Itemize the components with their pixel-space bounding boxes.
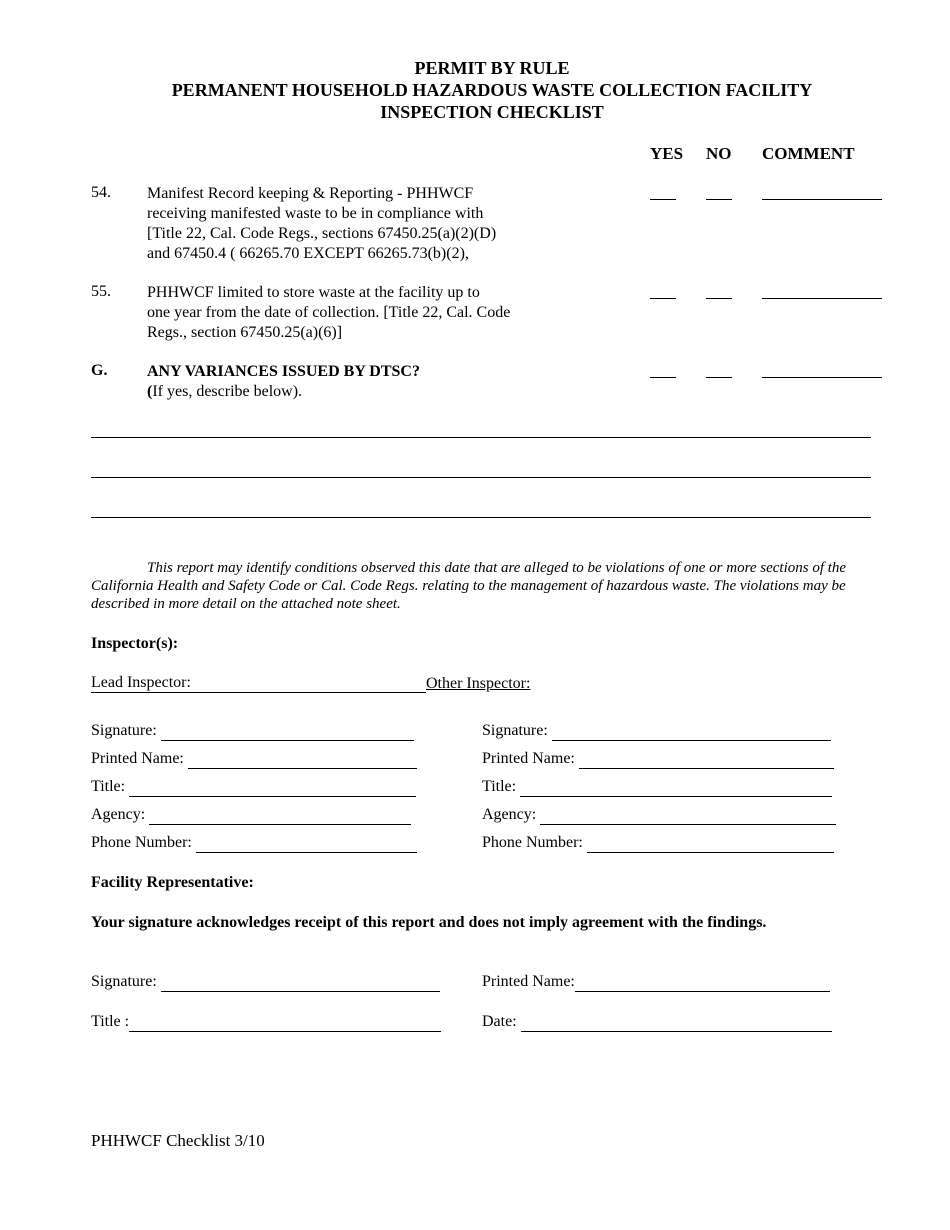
other-printed-name-field[interactable] [482,749,834,769]
item-g-note [147,382,557,402]
violations-notice: This report may identify conditions observed this date that are alleged to be violations of one or more sections of the California Health and Safety Code or Cal. Code Regs. relating to the management of hazardous waste. The violations may be described in more detail on the attached note sheet. [91,560,847,612]
lead-phone-label: Phone Number: [91,834,192,851]
variance-description-line-2[interactable] [91,477,871,478]
other-title-label: Title: [482,778,517,795]
item-55-yes-blank[interactable] [650,298,676,299]
facility-date-line[interactable] [521,1017,832,1032]
item-g-note-paren: ( [147,383,153,400]
lead-printed-name-line[interactable] [188,754,417,769]
facility-title-line[interactable] [129,1017,441,1032]
item-g-heading: ANY VARIANCES ISSUED BY DTSC? [147,363,420,380]
form-title-line-2: PERMANENT HOUSEHOLD HAZARDOUS WASTE COLLECTION FACILITY [171,80,813,100]
variance-description-line-3[interactable] [91,517,871,518]
other-signature-label: Signature: [482,722,548,739]
acknowledgement-statement: Your signature acknowledges receipt of this report and does not imply agreement with the findings. [91,914,767,931]
variance-description-line-1[interactable] [91,437,871,438]
lead-title-field[interactable] [91,777,416,797]
other-printed-name-label: Printed Name: [482,750,575,767]
lead-phone-field[interactable] [91,833,417,853]
lead-printed-name-field[interactable] [91,749,417,769]
item-g-text [147,362,557,402]
lead-agency-line[interactable] [149,810,411,825]
facility-title-label: Title : [91,1013,130,1030]
item-55-text [147,283,557,343]
other-printed-name-line[interactable] [579,754,834,769]
item-g-no-blank[interactable] [706,377,732,378]
facility-date-field[interactable] [482,1012,832,1032]
item-54-no-blank[interactable] [706,199,732,200]
facility-signature-field[interactable] [91,972,440,992]
item-54-line-3: [Title 22, Cal. Code Regs., sections 67450.25(a)(2)(D) [147,225,497,242]
item-g-note-text: If yes, describe below). [152,383,303,400]
lead-inspector-label: Lead Inspector: [91,674,426,693]
item-g-yes-blank[interactable] [650,377,676,378]
facility-printed-name-label: Printed Name: [482,973,575,990]
item-55-line-1: PHHWCF limited to store waste at the facility up to [147,284,480,301]
item-55-line-2: one year from the date of collection. [Title 22, Cal. Code [147,304,511,321]
item-55-line-3: Regs., section 67450.25(a)(6)] [147,324,343,341]
lead-printed-name-label: Printed Name: [91,750,184,767]
item-55-comment-blank[interactable] [762,298,882,299]
page-footer: PHHWCF Checklist 3/10 [91,1131,265,1150]
item-54-number: 54. [91,184,111,201]
lead-agency-label: Agency: [91,806,146,823]
lead-signature-label: Signature: [91,722,157,739]
item-54-line-2: receiving manifested waste to be in compliance with [147,205,484,222]
item-54-comment-blank[interactable] [762,199,882,200]
other-inspector-label: Other Inspector: [426,675,531,692]
lead-title-line[interactable] [129,782,416,797]
no-column-header: NO [706,144,732,163]
lead-signature-line[interactable] [161,726,414,741]
other-phone-label: Phone Number: [482,834,583,851]
lead-phone-line[interactable] [196,838,417,853]
item-54-line-1: Manifest Record keeping & Reporting - PHHWCF [147,185,474,202]
facility-representative-heading: Facility Representative: [91,874,254,891]
item-55-number: 55. [91,283,111,300]
other-signature-field[interactable] [482,721,831,741]
facility-signature-label: Signature: [91,973,157,990]
lead-title-label: Title: [91,778,126,795]
item-55-no-blank[interactable] [706,298,732,299]
other-agency-label: Agency: [482,806,537,823]
other-agency-line[interactable] [540,810,836,825]
facility-signature-line[interactable] [161,977,440,992]
facility-printed-name-line[interactable] [575,977,830,992]
facility-printed-name-field[interactable] [482,972,830,992]
facility-title-field[interactable] [91,1012,441,1032]
comment-column-header: COMMENT [762,144,855,163]
form-title-line-1: PERMIT BY RULE [414,58,570,78]
item-g-comment-blank[interactable] [762,377,882,378]
other-agency-field[interactable] [482,805,836,825]
other-signature-line[interactable] [552,726,831,741]
inspectors-heading: Inspector(s): [91,635,179,652]
lead-agency-field[interactable] [91,805,411,825]
form-title-line-3: INSPECTION CHECKLIST [380,102,604,122]
item-54-line-4: and 67450.4 ( 66265.70 EXCEPT 66265.73(b)(2), [147,245,469,262]
yes-column-header: YES [650,144,684,163]
facility-date-label: Date: [482,1013,517,1030]
item-54-yes-blank[interactable] [650,199,676,200]
lead-signature-field[interactable] [91,721,414,741]
other-title-field[interactable] [482,777,832,797]
item-54-text [147,184,557,264]
other-phone-field[interactable] [482,833,834,853]
other-title-line[interactable] [520,782,832,797]
item-g-letter: G. [91,362,108,379]
other-phone-line[interactable] [587,838,834,853]
